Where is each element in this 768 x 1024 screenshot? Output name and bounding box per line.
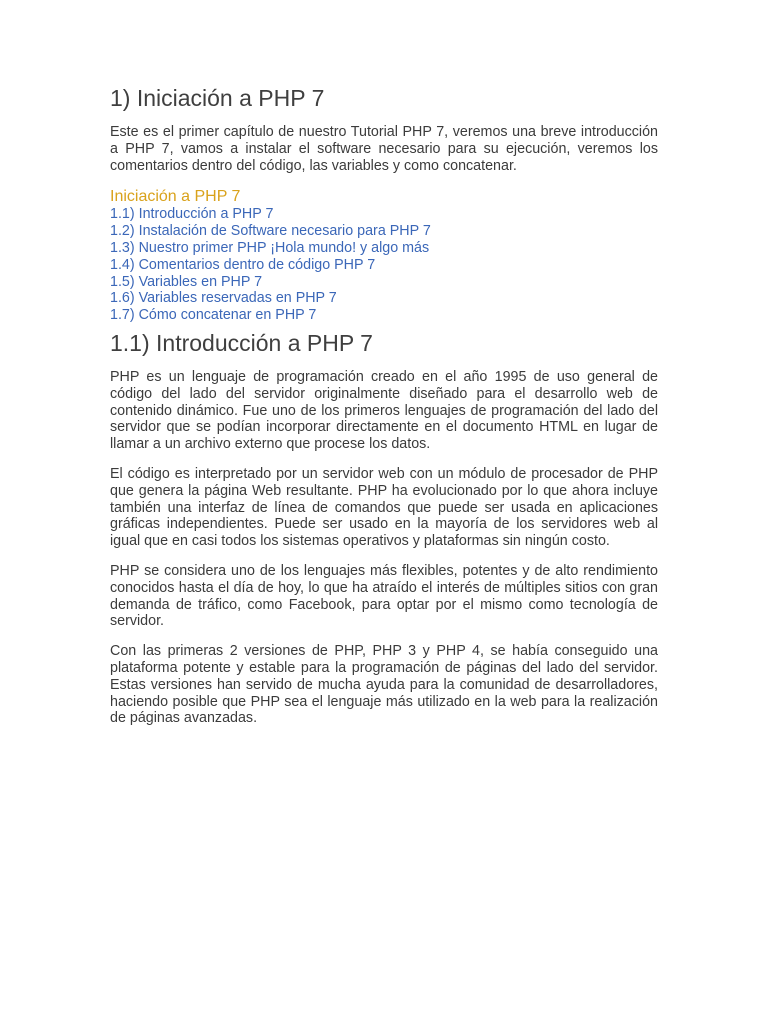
toc-link-1-5[interactable]: 1.5) Variables en PHP 7 xyxy=(110,273,263,290)
intro-paragraph: Este es el primer capítulo de nuestro Tutorial PHP 7, veremos una breve introducción a PHP 7, vamos a instalar el software necesario para su ejecución, veremos los comentarios dentro del código, las variables y como concatenar. xyxy=(110,124,658,174)
section-paragraph-2: El código es interpretado por un servidor web con un módulo de procesador de PHP que genera la página Web resultante. PHP ha evolucionado por lo que ahora incluye también una interfaz de línea de comandos que puede ser usada en aplicaciones gráficas independientes. Puede ser usado en la mayoría de los servidores web al igual que en casi todos los sistemas operativos y plataformas sin ningún costo. xyxy=(110,465,658,550)
section-body xyxy=(110,369,658,727)
toc-link-1-3[interactable]: 1.3) Nuestro primer PHP ¡Hola mundo! y algo más xyxy=(110,239,430,256)
toc-link-1-6[interactable]: 1.6) Variables reservadas en PHP 7 xyxy=(110,290,337,307)
toc-link-1-1[interactable]: 1.1) Introducción a PHP 7 xyxy=(110,206,274,223)
section-paragraph-3: PHP se considera uno de los lenguajes más flexibles, potentes y de alto rendimiento conocidos hasta el día de hoy, lo que ha atraído el interés de múltiples sitios con gran demanda de tráfico, como Facebook, para optar por el mismo como tecnología de servidor. xyxy=(110,562,658,630)
table-of-contents xyxy=(110,206,658,324)
toc-link-1-7[interactable]: 1.7) Cómo concatenar en PHP 7 xyxy=(110,307,317,324)
toc-link-1-2[interactable]: 1.2) Instalación de Software necesario para PHP 7 xyxy=(110,223,431,240)
document-page xyxy=(110,84,658,727)
section-paragraph-1: PHP es un lenguaje de programación creado en el año 1995 de uso general de código del lado del servidor originalmente diseñado para el desarrollo web de contenido dinámico. Fue uno de los primeros lenguajes de programación del lado del servidor que se podían incorporar directamente en el documento HTML en lugar de llamar a un archivo externo que procese los datos. xyxy=(110,368,658,453)
toc-link-1-4[interactable]: 1.4) Comentarios dentro de código PHP 7 xyxy=(110,256,376,273)
chapter-title: 1) Iniciación a PHP 7 xyxy=(110,85,325,111)
toc-title: Iniciación a PHP 7 xyxy=(110,188,241,206)
section-heading: 1.1) Introducción a PHP 7 xyxy=(110,329,373,356)
section-paragraph-4: Con las primeras 2 versiones de PHP, PHP 3 y PHP 4, se había conseguido una plataforma potente y estable para la programación de páginas del lado del servidor. Estas versiones han servido de mucha ayuda para la comunidad de desarrolladores, haciendo posible que PHP sea el lenguaje más utilizado en la web para la realización de páginas avanzadas. xyxy=(110,643,658,727)
